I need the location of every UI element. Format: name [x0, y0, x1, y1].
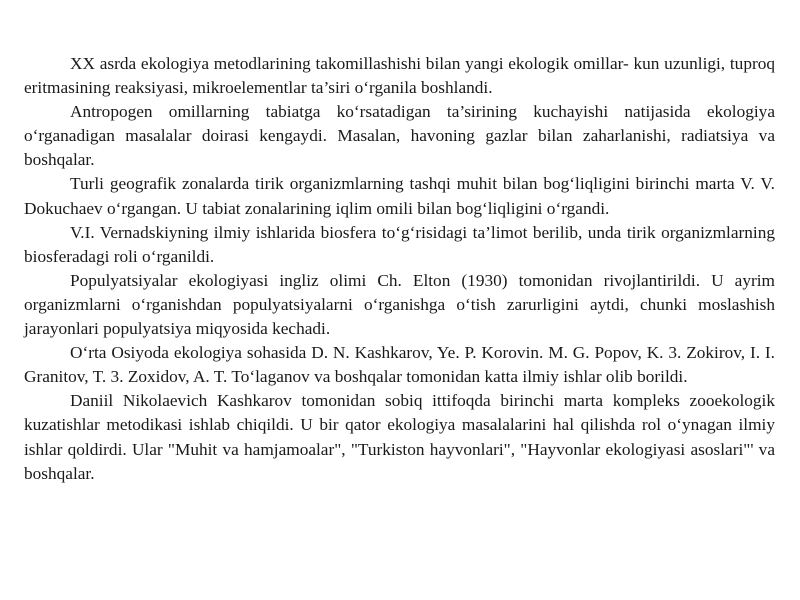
paragraph-dokuchaev: Turli geografik zonalarda tirik organizmlarning tashqi muhit bilan bog‘liqligini birinchi marta V. V. Dokuchaev o‘rgangan. U tabiat zonalarining iqlim omili bilan bog‘liqligini o‘rgandi. [24, 174, 775, 218]
paragraph-anthropogenic-factors: Antropogen omillarning tabiatga ko‘rsatadigan ta’sirining kuchayishi natijasida ekologiya o‘rganadigan masalalar doirasi kengaydi. Masalan, havoning gazlar bilan zaharlanishi, radiatsiya va boshqalar. [24, 102, 775, 170]
paragraph-kashkarov: Daniil Nikolaevich Kashkarov tomonidan sobiq ittifoqda birinchi marta kompleks zooekologik kuzatishlar metodikasi ishlab chiqildi. U bir qator ekologiya masalalarini hal qilishda rol o‘ynagan ilmiy ishlar qoldirdi. Ular "Muhit va hamjamoalar", "Turkiston hayvonlari", "Hayvonlar ekologiyasi asoslari"' va boshqalar. [24, 391, 775, 483]
paragraph-elton-populations: Populyatsiyalar ekologiyasi ingliz olimi Ch. Elton (1930) tomonidan rivojlantirildi. U ayrim organizmlarni o‘rganishdan populyatsiyalarni o‘rganishga o‘tish zarurligini aytdi, chunki moslashish jarayonlari populyatsiya miqyosida kechadi. [24, 270, 775, 339]
paragraph-central-asia-ecologists: O‘rta Osiyoda ekologiya sohasida D. N. Kashkarov, Ye. P. Korovin. M. G. Popov, K. 3. Zokirov, I. I. Granitov, T. 3. Zoxidov, A. T. To‘laganov va boshqalar tomonidan katta ilmiy ishlar olib borildi. [24, 343, 775, 387]
paragraph-20th-century-methods: XX asrda ekologiya metodlarining takomillashishi bilan yangi ekologik omillar- kun uzunligi, tuproq eritmasining reaksiyasi, mikroelementlar ta’siri o‘rganila boshlandi. [24, 54, 775, 98]
document-body [24, 52, 775, 486]
paragraph-vernadsky: V.I. Vernadskiyning ilmiy ishlarida biosfera to‘g‘risidagi ta’limot berilib, unda tirik organizmlarning biosferadagi roli o‘rganildi. [24, 222, 775, 266]
